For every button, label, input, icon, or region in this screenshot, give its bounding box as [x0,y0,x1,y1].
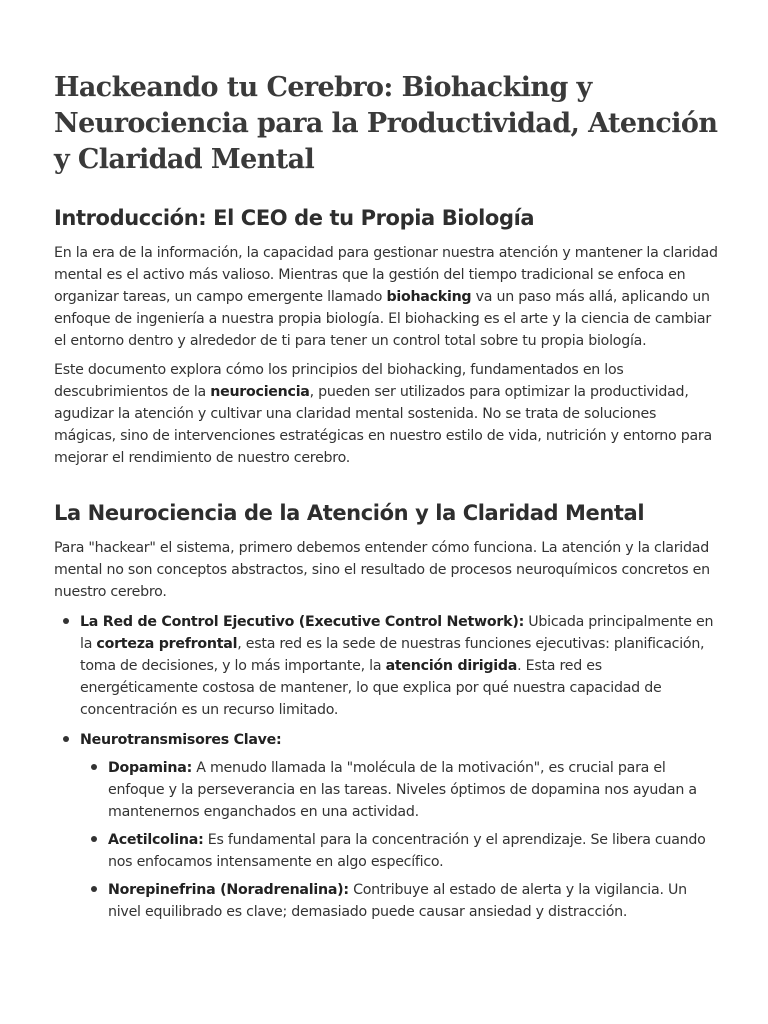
sub-item-dopamine [80,757,722,823]
sub-item-text: Es fundamental para la concentración y el aprendizaje. Se libera cuando nos enfocamos intensamente en algo específico. [108,832,706,870]
intro-paragraph-1 [54,242,722,352]
list-item-neurotransmitters [54,729,722,923]
item1-text-a: Ubicada principalmente en la [80,614,714,652]
intro-p2-text-a: Este documento explora cómo los principios del biohacking, fundamentados en los descubrimientos de la [54,362,624,400]
intro-p2-text-b: , pueden ser utilizados para optimizar la productividad, agudizar la atención y cultivar una claridad mental sostenida. No se trata de soluciones mágicas, sino de intervenciones estratégicas en nuestro estilo de vida, nutrición y entorno para mejorar el rendimiento de nuestro cerebro. [54,384,712,466]
sub-item-text: A menudo llamada la "molécula de la motivación", es crucial para el enfoque y la perseverancia en las tareas. Niveles óptimos de dopamina nos ayudan a mantenernos enganchados en una actividad. [108,760,697,820]
bullet-icon [91,764,97,770]
item2-term: Neurotransmisores Clave: [80,732,282,748]
item1-term: La Red de Control Ejecutivo (Executive Control Network): [80,614,524,630]
item1-bold-a: corteza prefrontal [96,636,238,652]
sub-item-term: Norepinefrina (Noradrenalina): [108,882,349,898]
bullet-icon [91,836,97,842]
main-list [54,611,722,923]
sub-item-text: Contribuye al estado de alerta y la vigilancia. Un nivel equilibrado es clave; demasiado puede causar ansiedad y distracción. [108,882,687,920]
intro-paragraph-2 [54,359,722,469]
document-title: Hackeando tu Cerebro: Biohacking y Neurociencia para la Productividad, Atención y Claridad Mental [54,72,718,175]
bullet-icon [91,886,97,892]
sub-item-norepinephrine [80,879,722,923]
intro-p1-bold: biohacking [386,289,472,305]
list-item-executive-network [54,611,722,721]
bullet-icon [63,736,69,742]
intro-p1-text-a: En la era de la información, la capacidad para gestionar nuestra atención y mantener la claridad mental es el activo más valioso. Mientras que la gestión del tiempo tradicional se enfoca en organizar tareas, un campo emergente llamado [54,245,718,305]
intro-p2-bold: neurociencia [210,384,310,400]
section2-paragraph-1: Para "hackear" el sistema, primero debemos entender cómo funciona. La atención y la claridad mental no son conceptos abstractos, sino el resultado de procesos neuroquímicos concretos en nuestro cerebro. [54,540,710,600]
sub-item-term: Acetilcolina: [108,832,204,848]
item1-bold-b: atención dirigida [385,658,518,674]
item1-text-c: . Esta red es energéticamente costosa de mantener, lo que explica por qué nuestra capacidad de concentración es un recurso limitado. [80,658,662,718]
sub-list [80,757,722,923]
item1-text-b: , esta red es la sede de nuestras funciones ejecutivas: planificación, toma de decisiones, y lo más importante, la [80,636,705,674]
intro-p1-text-b: va un paso más allá, aplicando un enfoque de ingeniería a nuestra propia biología. El biohacking es el arte y la ciencia de cambiar el entorno dentro y alrededor de ti para tener un control total sobre tu propia biología. [54,289,711,349]
intro-heading: Introducción: El CEO de tu Propia Biología [54,206,535,230]
sub-item-term: Dopamina: [108,760,192,776]
sub-item-acetylcholine [80,829,722,873]
section2-heading: La Neurociencia de la Atención y la Claridad Mental [54,501,645,525]
bullet-icon [63,618,69,624]
